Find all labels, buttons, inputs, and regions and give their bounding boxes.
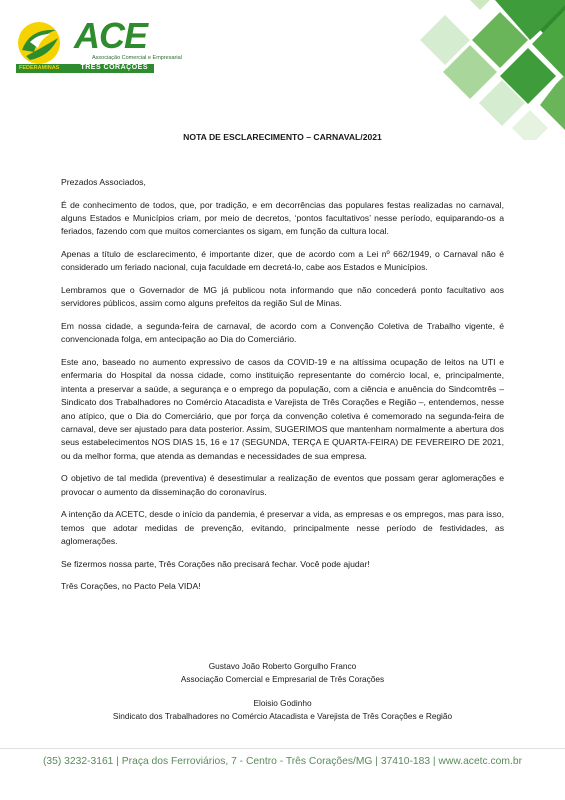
signature-block bbox=[0, 660, 565, 687]
signature-organization: Sindicato dos Trabalhadores no Comércio Atacadista e Varejista de Três Corações e Região bbox=[112, 711, 453, 722]
signature-block bbox=[0, 697, 565, 724]
paragraph: O objetivo de tal medida (preventiva) é desestimular a realização de eventos que possam gerar aglomerações e provocar o aumento da disseminação do coronavírus. bbox=[61, 473, 504, 497]
logo-wordmark: ACE bbox=[74, 15, 148, 56]
corner-diamond-pattern bbox=[0, 0, 565, 140]
paragraph: Em nossa cidade, a segunda-feira de carnaval, de acordo com a Convenção Coletiva de Trabalho vigente, é convencionada folga, em antecipação ao Dia do Comerciário. bbox=[61, 321, 504, 345]
signature-organization: Associação Comercial e Empresarial de Três Corações bbox=[180, 674, 385, 685]
paragraph: Três Corações, no Pacto Pela VIDA! bbox=[61, 581, 201, 592]
paragraph: Se fizermos nossa parte, Três Corações não precisará fechar. Você pode ajudar! bbox=[61, 558, 370, 569]
paragraph: É de conhecimento de todos, que, por tradição, e em decorrências das populares festas realizadas no carnaval, alguns Estados e Municípios criam, por meio de decretos, ‘pontos facultativos’ nesse período, equiparando-os a feriados, fazendo com que muitos comerciantes os sigam, em função da cultura local. bbox=[61, 199, 504, 237]
footer-divider bbox=[0, 748, 565, 749]
footer-contact: (35) 3232-3161 | Praça dos Ferroviários, 7 - Centro - Três Corações/MG | 37410-183 | www.acetc.com.br bbox=[42, 756, 523, 767]
document-body bbox=[61, 176, 504, 603]
paragraph: A intenção da ACETC, desde o início da pandemia, é preservar a vida, as empresas e os empregos, mas para isso, temos que adotar medidas de prevenção, evitando, principalmente nesse período de festividades, as aglomerações. bbox=[61, 509, 504, 547]
logo-city: TRÊS CORAÇÕES bbox=[80, 64, 148, 71]
document-title: NOTA DE ESCLARECIMENTO – CARNAVAL/2021 bbox=[183, 132, 382, 142]
signature-name: Gustavo João Roberto Gorgulho Franco bbox=[208, 661, 357, 671]
paragraph: Apenas a título de esclarecimento, é importante dizer, que de acordo com a Lei nº 662/1949, o Carnaval não é considerado um feriado nacional, cuja faculdade em decretá-lo, cabe aos Estados e Municípios. bbox=[61, 249, 504, 273]
signature-name: Eloisio Godinho bbox=[253, 698, 312, 708]
paragraph: Lembramos que o Governador de MG já publicou nota informando que não concederá ponto facultativo aos servidores públicos, assim como alguns prefeitos da região Sul de Minas. bbox=[61, 285, 504, 309]
paragraph: Prezados Associados, bbox=[61, 177, 146, 187]
paragraph: Este ano, baseado no aumento expressivo de casos da COVID-19 e na altíssima ocupação de leitos na UTI e enfermaria do Hospital da nossa cidade, como instituição representante do comércio local, e, principalmente, intenta a preservar a saúde, a segurança e o emprego da população, com a ciência e anuência do Sindcomtrês – Sindicato dos Trabalhadores no Comércio Atacadista e Varejista de Três Corações e Região –, entendemos, nesse ano atípico, que o Dia do Comerciário, que por força da convenção coletiva é comemorado na segunda-feira de carnaval, deve ser ajustado para data posterior. Assim, SUGERIMOS que mantenham normalmente a abertura dos seus estabelecimentos NOS DIAS 15, 16 e 17 (SEGUNDA, TERÇA E QUARTA-FEIRA) DE FEVEREIRO DE 2021, ou da melhor forma, que atenda as demandas e necessidades de sua empresa. bbox=[61, 357, 504, 461]
logo-subtitle: Associação Comercial e Empresarial bbox=[92, 55, 182, 61]
logo-federation: FEDERAMINAS bbox=[19, 65, 60, 71]
